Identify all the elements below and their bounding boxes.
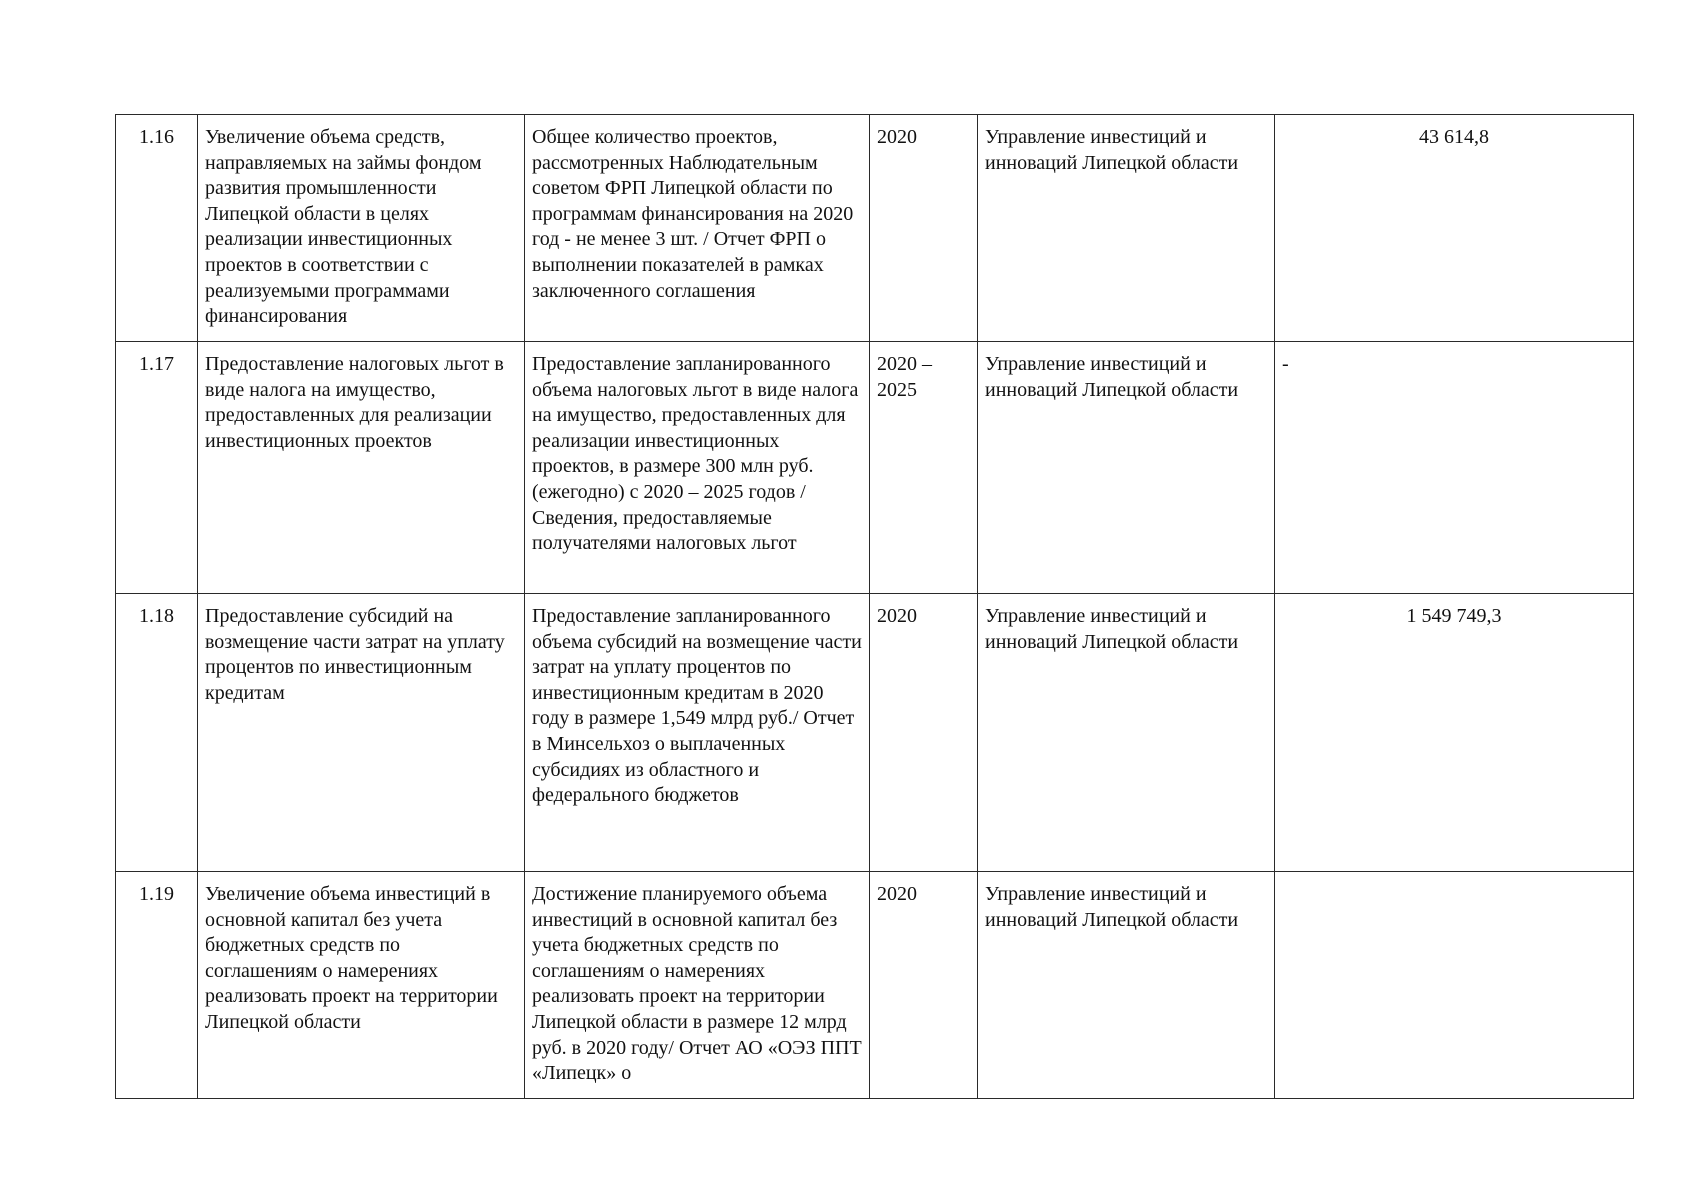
amount-cell [1275, 872, 1634, 1099]
period-cell: 2020 – 2025 [870, 342, 978, 594]
indicator-cell: Предоставление запланированного объема субсидий на возмещение части затрат на уплату процентов по инвестиционным кредитам в 2020 году в размере 1,549 млрд руб./ Отчет в Минсельхоз о выплаченных субсидиях из областного и федерального бюджетов [525, 594, 870, 872]
amount-cell: 43 614,8 [1275, 115, 1634, 342]
period-cell: 2020 [870, 872, 978, 1099]
measure-cell: Предоставление субсидий на возмещение части затрат на уплату процентов по инвестиционным кредитам [198, 594, 525, 872]
measure-cell: Увеличение объема средств, направляемых на займы фондом развития промышленности Липецкой области в целях реализации инвестиционных проектов в соответствии с реализуемыми программами финансирования [198, 115, 525, 342]
row-number: 1.18 [116, 594, 198, 872]
row-number: 1.17 [116, 342, 198, 594]
row-number: 1.19 [116, 872, 198, 1099]
table-row [116, 342, 1634, 594]
executor-cell: Управление инвестиций и инноваций Липецкой области [978, 872, 1275, 1099]
table-row [116, 115, 1634, 342]
row-number: 1.16 [116, 115, 198, 342]
amount-cell: 1 549 749,3 [1275, 594, 1634, 872]
indicator-cell: Предоставление запланированного объема налоговых льгот в виде налога на имущество, предоставленных для реализации инвестиционных проектов, в размере 300 млн руб. (ежегодно) с 2020 – 2025 годов / Сведения, предоставляемые получателями налоговых льгот [525, 342, 870, 594]
indicator-cell: Достижение планируемого объема инвестиций в основной капитал без учета бюджетных средств по соглашениям о намерениях реализовать проект на территории Липецкой области в размере 12 млрд руб. в 2020 году/ Отчет АО «ОЭЗ ППТ «Липецк» о [525, 872, 870, 1099]
measures-table [115, 114, 1634, 1099]
executor-cell: Управление инвестиций и инноваций Липецкой области [978, 115, 1275, 342]
table-row [116, 872, 1634, 1099]
measure-cell: Предоставление налоговых льгот в виде налога на имущество, предоставленных для реализации инвестиционных проектов [198, 342, 525, 594]
measure-cell: Увеличение объема инвестиций в основной капитал без учета бюджетных средств по соглашениям о намерениях реализовать проект на территории Липецкой области [198, 872, 525, 1099]
amount-cell: - [1275, 342, 1634, 594]
period-cell: 2020 [870, 115, 978, 342]
executor-cell: Управление инвестиций и инноваций Липецкой области [978, 594, 1275, 872]
indicator-cell: Общее количество проектов, рассмотренных Наблюдательным советом ФРП Липецкой области по программам финансирования на 2020 год - не менее 3 шт. / Отчет ФРП о выполнении показателей в рамках заключенного соглашения [525, 115, 870, 342]
executor-cell: Управление инвестиций и инноваций Липецкой области [978, 342, 1275, 594]
table-row [116, 594, 1634, 872]
period-cell: 2020 [870, 594, 978, 872]
